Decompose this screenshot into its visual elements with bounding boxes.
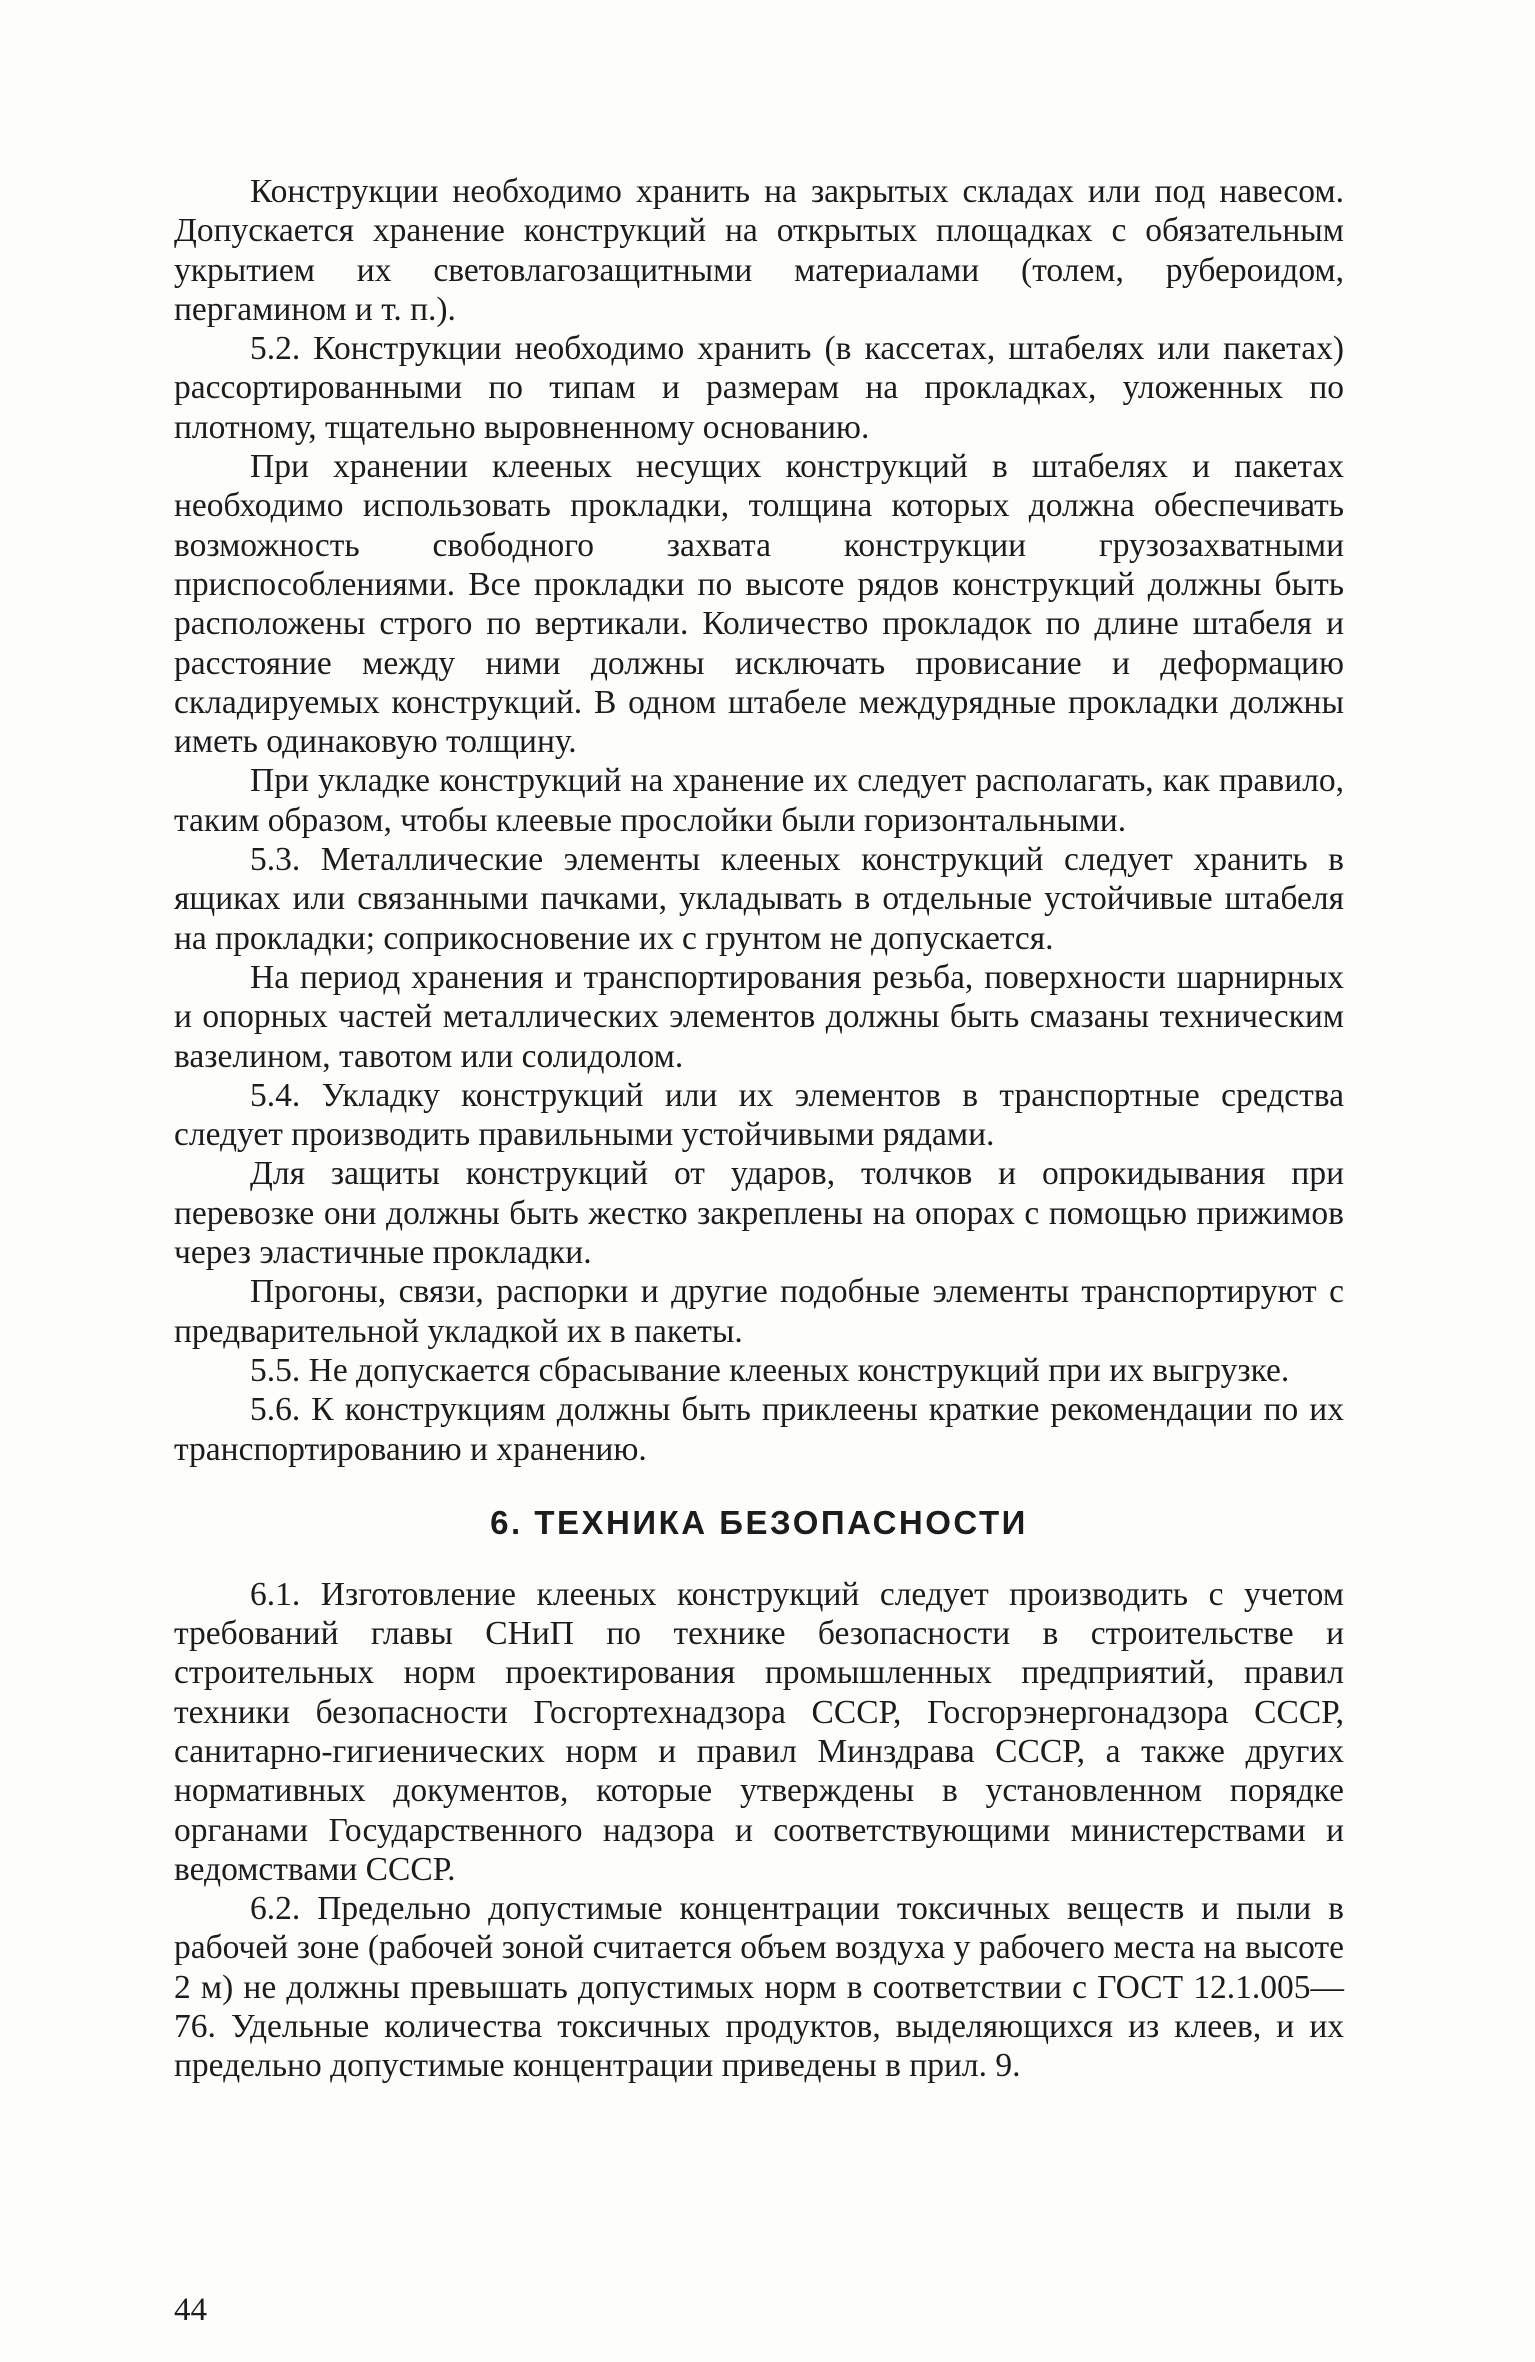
paragraph-5-5: 5.5. Не допускается сбрасывание клееных конструкций при их выгрузке. <box>250 1351 1290 1389</box>
paragraph-6-1: 6.1. Изготовление клееных конструкций следует производить с учетом требований главы СНиП по технике безопасности в строительстве и строительных норм проектирования промышленных предприятий, правил техники безопасности Госгортехнадзора СССР, Госгорэнергонадзора СССР, санитарно-гигиенических норм и правил Минздрава СССР, а также других нормативных документов, которые утверждены в установленном порядке органами Государственного надзора и соответствующими министерствами и ведомствами СССР. <box>174 1575 1344 1888</box>
paragraph-6-2: 6.2. Предельно допустимые концентрации токсичных веществ и пыли в рабочей зоне (рабочей зоной считается объем воздуха у рабочего места на высоте 2 м) не должны превышать допустимых норм в соответствии с ГОСТ 12.1.005—76. Удельные количества токсичных продуктов, выделяющихся из клеев, и их предельно допустимые концентрации приведены в прил. 9. <box>174 1890 1344 2085</box>
paragraph-5-4: 5.4. Укладку конструкций или их элементов в транспортные средства следует производить правильными устойчивыми рядами. <box>174 1076 1344 1154</box>
body-text <box>174 172 1344 2086</box>
page-number: 44 <box>174 2292 207 2328</box>
paragraph-5-2: 5.2. Конструкции необходимо хранить (в кассетах, штабелях или пакетах) рассортированными по типам и размерам на прокладках, уложенных по плотному, тщательно выровненному основанию. <box>174 330 1344 446</box>
paragraph-purlins: Прогоны, связи, распорки и другие подобные элементы транспортируют с предварительной укладкой их в пакеты. <box>174 1273 1344 1350</box>
paragraph-5-6: 5.6. К конструкциям должны быть приклеены краткие рекомендации по их транспортированию и хранению. <box>174 1391 1344 1468</box>
paragraph-spacers: При хранении клееных несущих конструкций в штабелях и пакетах необходимо использовать прокладки, толщина которых должна обеспечивать возможность свободного захвата конструкции грузозахватными приспособлениями. Все прокладки по высоте рядов конструкций должны быть расположены строго по вертикали. Количество прокладок по длине штабеля и расстояние между ними должны исключать провисание и деформацию складируемых конструкций. В одном штабеле междурядные прокладки должны иметь одинаковую толщину. <box>174 448 1344 761</box>
paragraph-stacking: При укладке конструкций на хранение их следует располагать, как правило, таким образом, чтобы клеевые прослойки были горизонтальными. <box>174 762 1344 839</box>
paragraph-fastening: Для защиты конструкций от ударов, толчков и опрокидывания при перевозке они должны быть жестко закреплены на опорах с помощью прижимов через эластичные прокладки. <box>174 1155 1344 1272</box>
paragraph-5-3: 5.3. Металлические элементы клееных конструкций следует хранить в ящиках или связанными пачками, укладывать в отдельные устойчивые штабеля на прокладки; соприкосновение их с грунтом не допускается. <box>174 841 1344 957</box>
paragraph-storage-intro: Конструкции необходимо хранить на закрытых складах или под навесом. Допускается хранение конструкций на открытых площадках с обязательным укрытием их световлагозащитными материалами (толем, рубероидом, пергамином и т. п.). <box>174 173 1344 328</box>
section-title: 6. ТЕХНИКА БЕЗОПАСНОСТИ <box>490 1503 1028 1541</box>
paragraph-lubrication: На период хранения и транспортирования резьба, поверхности шарнирных и опорных частей металлических элементов должны быть смазаны техническим вазелином, тавотом или солидолом. <box>174 958 1344 1075</box>
